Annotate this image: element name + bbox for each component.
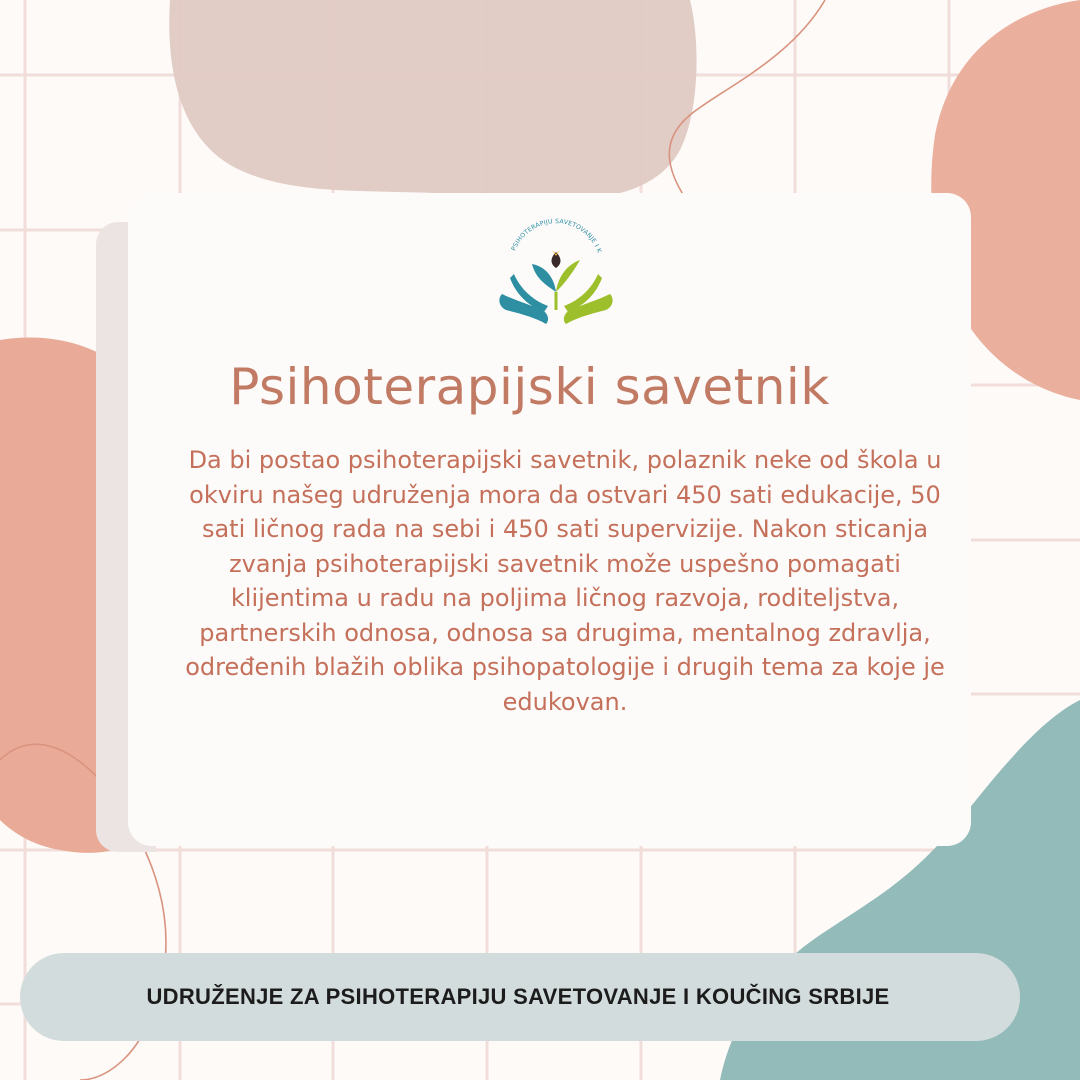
- page-title: [128, 358, 971, 416]
- logo-arc-text: PSIHOTERAPIJU SAVETOVANJE I K: [510, 218, 603, 254]
- hands-holding-plant-logo: [492, 214, 620, 332]
- footer-banner: [20, 953, 1020, 1041]
- top-blob: [169, 0, 696, 200]
- organization-logo: [492, 214, 620, 332]
- footer-organization-name: UDRUŽENJE ZA PSIHOTERAPIJU SAVETOVANJE I KOUČING SRBIJE: [146, 984, 890, 1009]
- page-title-text: Psihoterapijski savetnik: [229, 358, 830, 416]
- description-paragraph: Da bi postao psihoterapijski savetnik, polaznik neke od škola u okviru našeg udruženja mora da ostvari 450 sati edukacije, 50 sati ličnog rada na sebi i 450 sati supervizije. Nakon sticanja zvanja psihoterapijski savetnik može uspešno pomagati klijentima u radu na poljima ličnog razvoja, roditeljstva, partnerskih odnosa, odnosa sa drugima, mentalnog zdravlja, određenih blažih oblika psihopatologije i drugih tema za koje je edukovan.: [185, 446, 945, 716]
- svg-text:UDRUŽENJE ZA PSIHOTERAPIJU SAV: [492, 214, 603, 255]
